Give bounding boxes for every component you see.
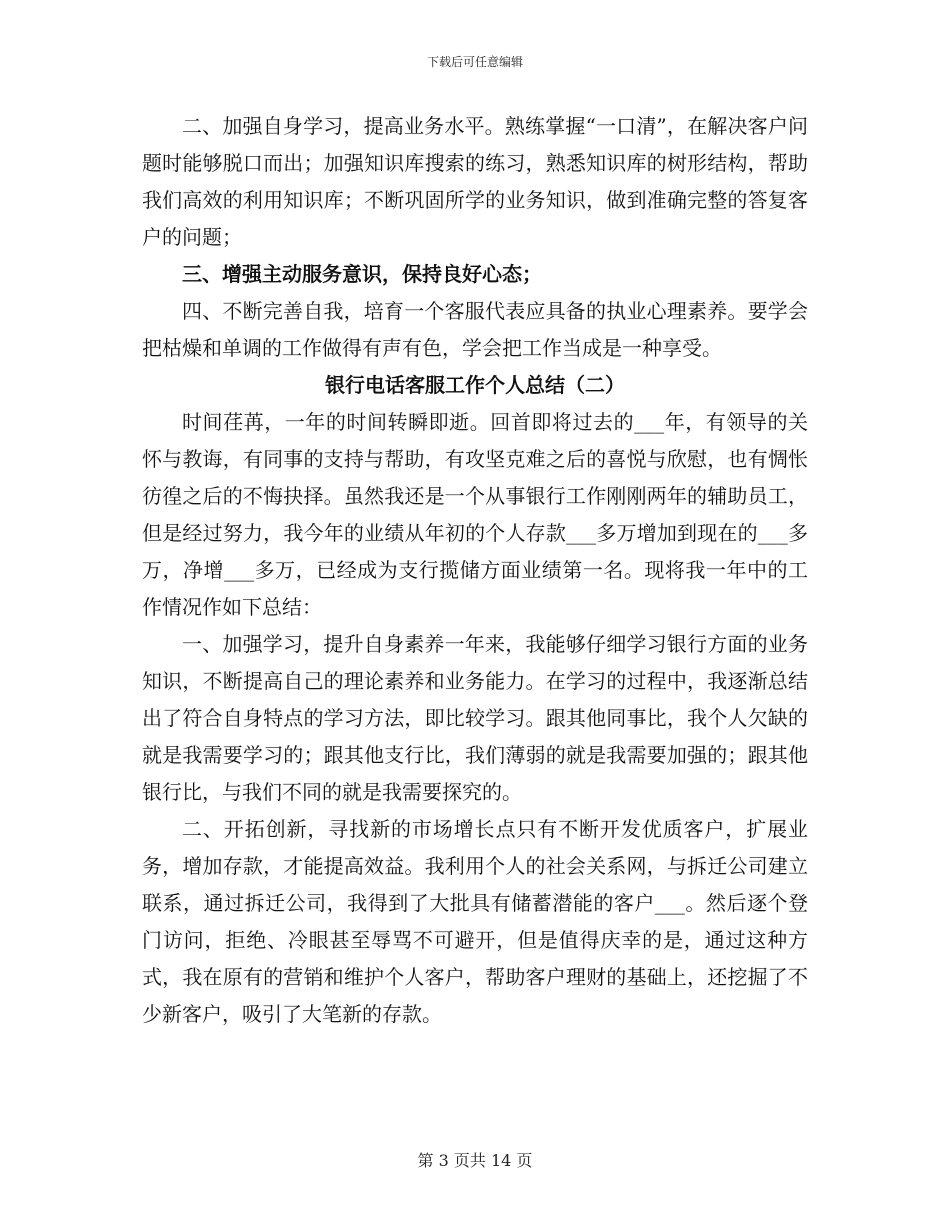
paragraph-self-improvement: 四、不断完善自我，培育一个客服代表应具备的执业心理素养。要学会把枯燥和单调的工作做得有声有色，学会把工作当成是一种享受。 (142, 299, 808, 360)
document-body (142, 108, 808, 1033)
paragraph-learning-improvement: 一、加强学习，提升自身素养一年来，我能够仔细学习银行方面的业务知识，不断提高自己的理论素养和业务能力。在学习的过程中，我逐渐总结出了符合自身特点的学习方法，即比较学习。跟其他同事比，我个人欠缺的就是我需要学习的；跟其他支行比，我们薄弱的就是我需要加强的；跟其他银行比，与我们不同的就是我需要探究的。 (142, 632, 808, 804)
section-title: 银行电话客服工作个人总结（二） (325, 373, 625, 397)
paragraph-service-awareness: 三、增强主动服务意识，保持良好心态； (182, 262, 542, 286)
paragraph-strengthen-learning: 二、加强自身学习，提高业务水平。熟练掌握“一口清”，在解决客户问题时能够脱口而出；加强知识库搜索的练习，熟悉知识库的树形结构，帮助我们高效的利用知识库；不断巩固所学的业务知识，做到准确完整的答复客户的问题； (142, 114, 808, 249)
paragraph-year-summary: 时间荏苒，一年的时间转瞬即逝。回首即将过去的___年，有领导的关怀与教诲，有同事的支持与帮助，有攻坚克难之后的喜悦与欣慰，也有惆怅彷徨之后的不悔抉择。虽然我还是一个从事银行工作刚刚两年的辅助员工，但是经过努力，我今年的业绩从年初的个人存款___多万增加到现在的___多万，净增___多万，已经成为支行揽储方面业绩第一名。现将我一年中的工作情况作如下总结： (142, 410, 808, 619)
page-header-note: 下载后可任意编辑 (426, 55, 523, 69)
paragraph-innovation: 二、开拓创新，寻找新的市场增长点只有不断开发优质客户，扩展业务，增加存款，才能提高效益。我利用个人的社会关系网，与拆迁公司建立联系，通过拆迁公司，我得到了大批具有储蓄潜能的客户___。然后逐个登门访问，拒绝、冷眼甚至辱骂不可避开，但是值得庆幸的是，通过这种方式，我在原有的营销和维护个人客户，帮助客户理财的基础上，还挖掘了不少新客户，吸引了大笔新的存款。 (142, 817, 808, 1026)
page-footer: 第 3 页共 14 页 (417, 1151, 533, 1170)
